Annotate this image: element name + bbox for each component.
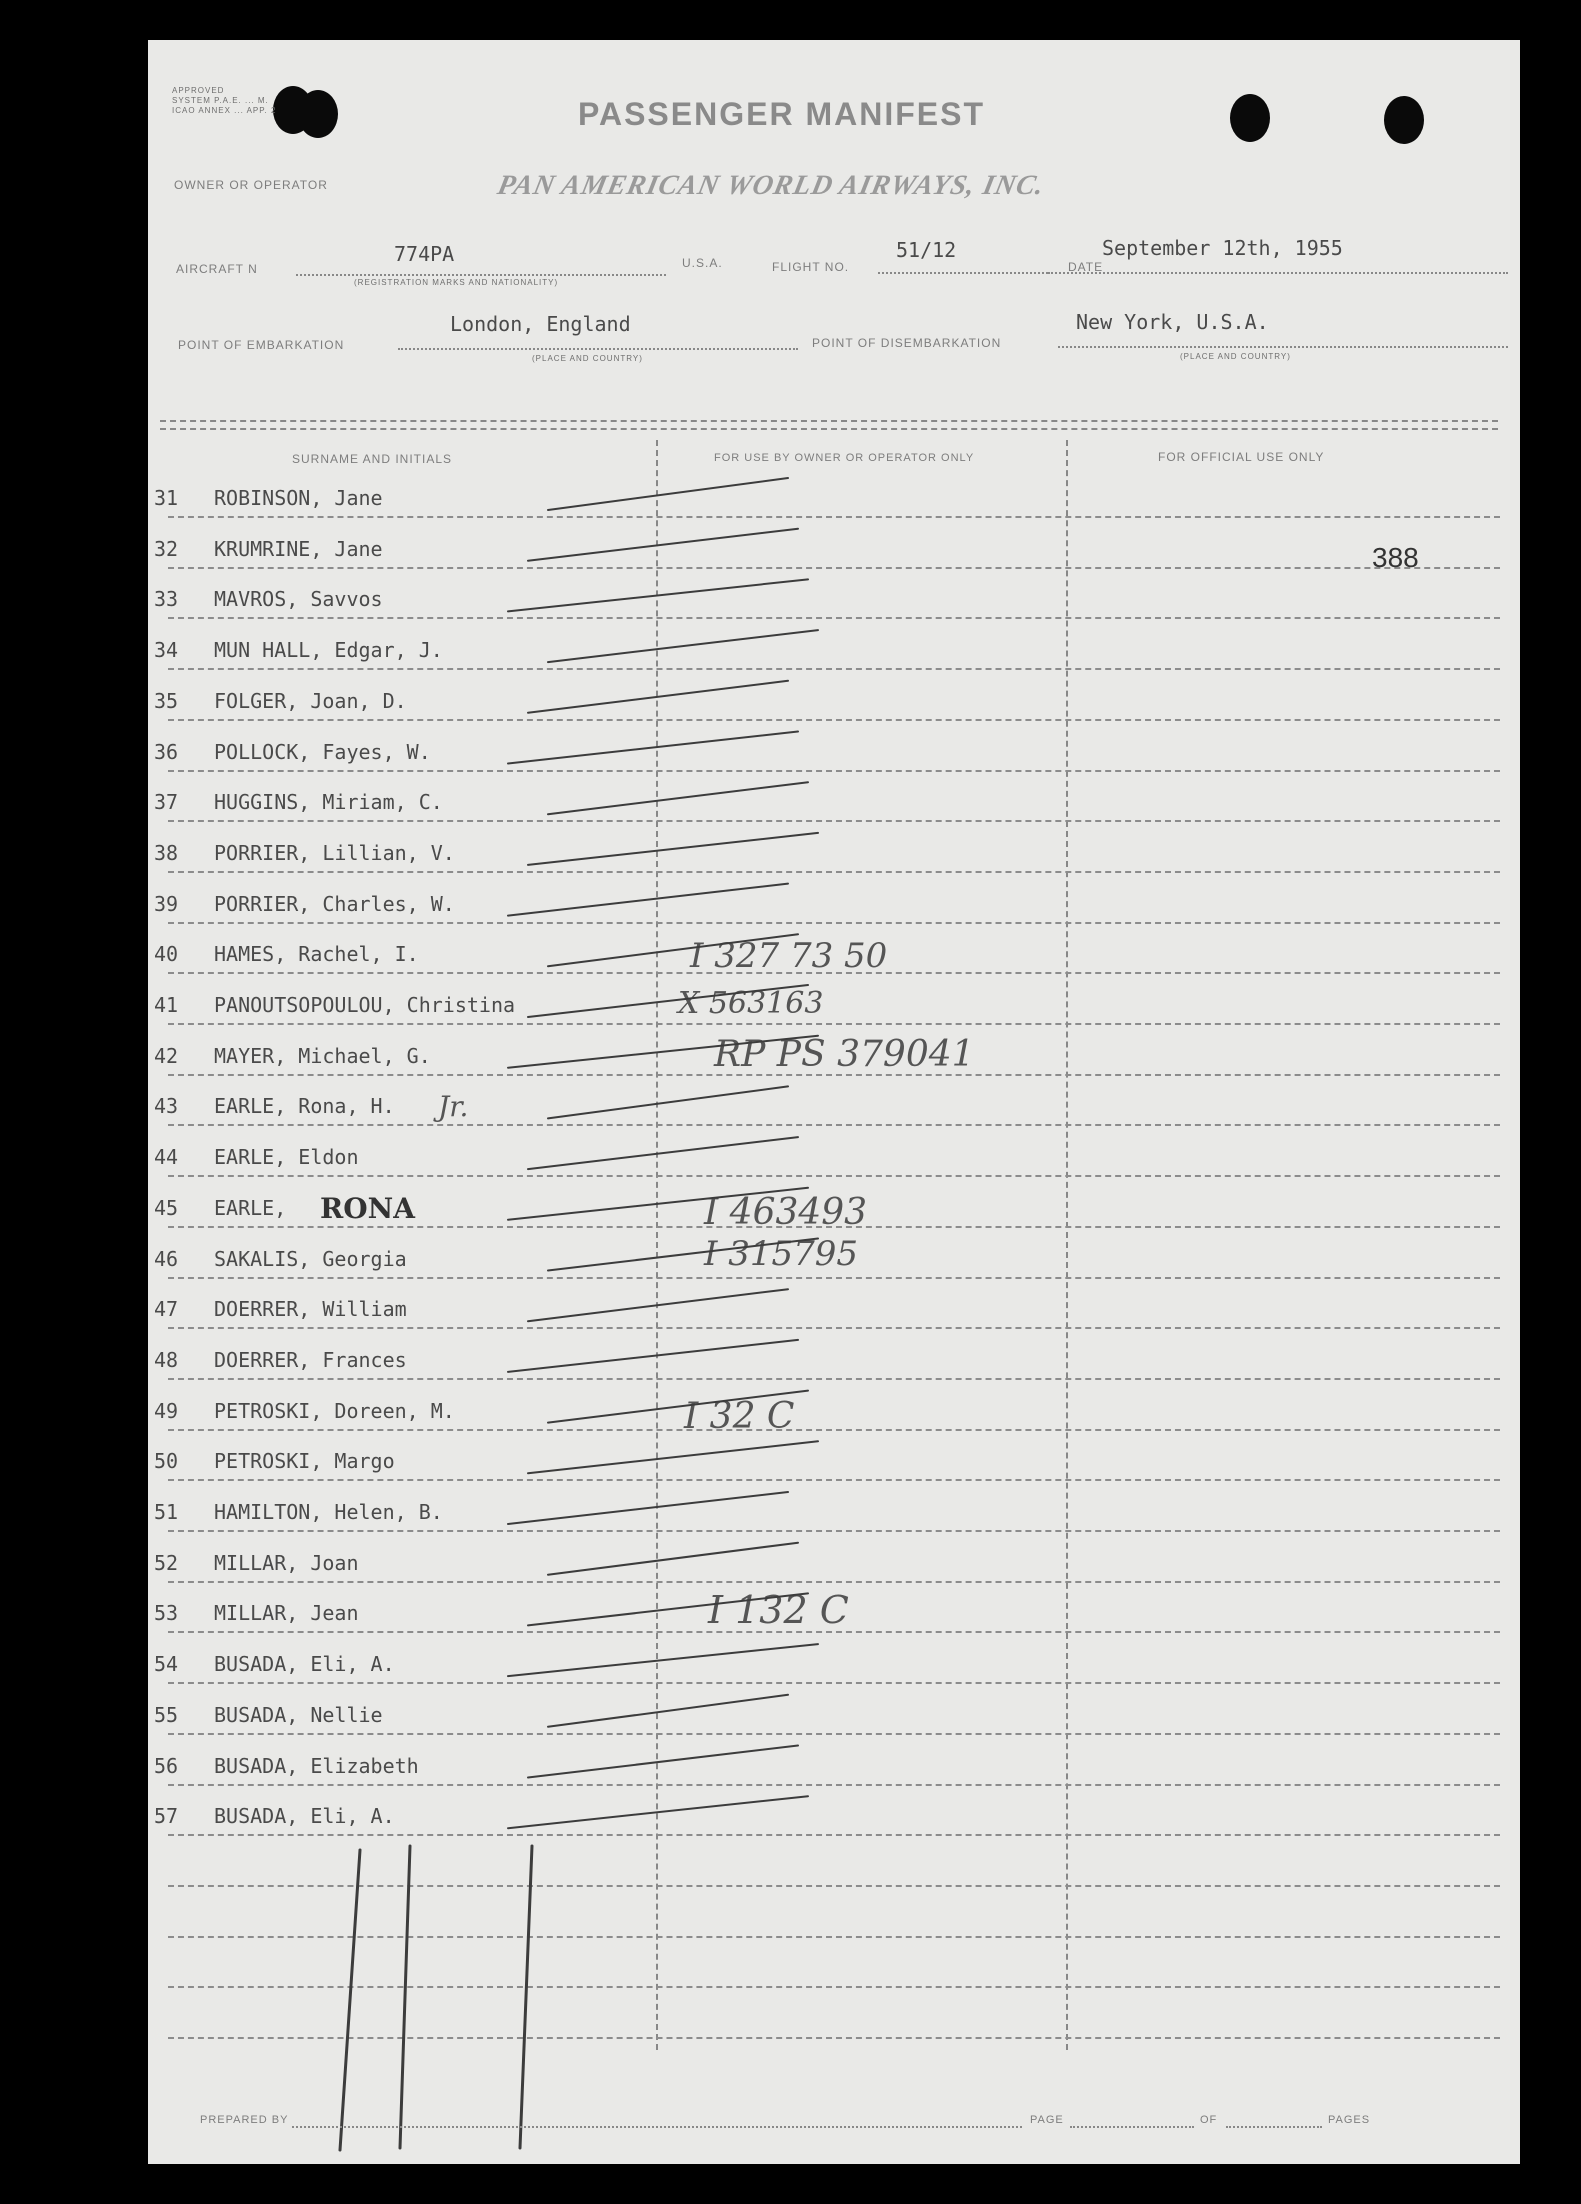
check-stroke xyxy=(528,1746,798,1778)
row-number: 43 xyxy=(154,1094,179,1119)
passenger-name: MAYER, Michael, G. xyxy=(214,1043,431,1068)
owner-note-40: I 327 73 50 xyxy=(690,936,888,976)
check-stroke xyxy=(548,782,808,814)
row-number: 51 xyxy=(154,1500,179,1524)
passenger-name: PETROSKI, Doreen, M. xyxy=(214,1398,455,1423)
official-number: 388 xyxy=(1372,542,1419,573)
passenger-name: PORRIER, Lillian, V. xyxy=(214,840,455,865)
row-number: 36 xyxy=(154,739,179,764)
handwritten-jr: Jr. xyxy=(438,1090,469,1123)
check-stroke xyxy=(528,681,788,713)
disembark-sublabel: (PLACE AND COUNTRY) xyxy=(1180,352,1291,361)
row-number: 55 xyxy=(154,1702,179,1727)
row-number: 56 xyxy=(154,1753,179,1778)
approval-line-1: APPROVED xyxy=(172,86,225,95)
column-header-owner-use: FOR USE BY OWNER OR OPERATOR ONLY xyxy=(714,452,975,464)
passenger-name: EARLE, Rona, H. xyxy=(214,1094,395,1119)
passenger-name: PORRIER, Charles, W. xyxy=(214,891,455,916)
embark-sublabel: (PLACE AND COUNTRY) xyxy=(532,354,643,363)
row-number: 35 xyxy=(154,688,179,713)
vertical-mark-2 xyxy=(400,1846,410,2148)
owner-value: PAN AMERICAN WORLD AIRWAYS, INC. xyxy=(494,170,1048,201)
check-stroke xyxy=(548,1391,808,1423)
passenger-name: BUSADA, Eli, A. xyxy=(214,1804,395,1829)
check-stroke xyxy=(548,1239,818,1271)
passenger-name: POLLOCK, Fayes, W. xyxy=(214,739,431,764)
owner-note-45: I 463493 xyxy=(704,1192,868,1233)
check-stroke xyxy=(528,1593,808,1625)
of-label: OF xyxy=(1200,2114,1218,2126)
page-line xyxy=(1070,2126,1194,2128)
column-header-name: SURNAME AND INITIALS xyxy=(292,452,453,466)
approval-line-2: SYSTEM P.A.E. ... M. xyxy=(172,96,269,105)
passenger-name: PANOUTSOPOULOU, Christina xyxy=(214,993,516,1017)
date-value: September 12th, 1955 xyxy=(1102,236,1343,260)
check-stroke xyxy=(508,732,798,764)
disembark-value: New York, U.S.A. xyxy=(1076,310,1269,334)
passenger-name: FOLGER, Joan, D. xyxy=(214,688,407,713)
date-label: DATE xyxy=(1068,260,1104,274)
row-number: 57 xyxy=(154,1804,179,1829)
aircraft-sublabel: (REGISTRATION MARKS AND NATIONALITY) xyxy=(354,278,559,287)
row-number: 47 xyxy=(154,1297,179,1322)
check-strokes xyxy=(148,40,1520,2164)
aircraft-label: AIRCRAFT N xyxy=(176,262,258,276)
check-stroke xyxy=(508,1340,798,1372)
pages-label: PAGES xyxy=(1328,2114,1371,2126)
vertical-mark-1 xyxy=(340,1850,360,2150)
owner-label: OWNER OR OPERATOR xyxy=(174,178,328,192)
approval-line-3: ICAO ANNEX ... APP. 2 xyxy=(172,106,277,115)
row-number: 49 xyxy=(154,1398,179,1423)
embark-value: London, England xyxy=(450,312,631,336)
check-stroke xyxy=(508,579,808,611)
manifest-sheet xyxy=(148,40,1520,2164)
passenger-name: MILLAR, Joan xyxy=(214,1550,359,1575)
check-stroke xyxy=(548,478,788,510)
row-number: 39 xyxy=(154,891,179,916)
row-number: 54 xyxy=(154,1652,179,1677)
check-stroke xyxy=(508,1796,808,1828)
owner-note-49: I 32 C xyxy=(684,1396,795,1437)
passenger-name: MUN HALL, Edgar, J. xyxy=(214,638,443,663)
passenger-name: EARLE, xyxy=(214,1195,287,1220)
of-line xyxy=(1226,2126,1322,2128)
passenger-name: DOERRER, William xyxy=(214,1297,407,1322)
prepared-by-line xyxy=(292,2126,1022,2128)
check-stroke xyxy=(528,1137,798,1169)
check-stroke xyxy=(528,985,808,1017)
owner-note-41: X 563163 xyxy=(678,986,824,1021)
row-number: 50 xyxy=(154,1449,179,1474)
passenger-name: HAMILTON, Helen, B. xyxy=(214,1500,443,1524)
check-stroke xyxy=(528,833,818,865)
check-stroke xyxy=(528,1289,788,1321)
flight-value: 51/12 xyxy=(896,238,957,262)
passenger-name: MAVROS, Savvos xyxy=(214,587,383,612)
row-number: 42 xyxy=(154,1043,179,1068)
owner-note-53: I 132 C xyxy=(708,1588,849,1632)
check-stroke xyxy=(548,1695,788,1727)
check-stroke xyxy=(548,1086,788,1118)
handwritten-rona: RONA xyxy=(320,1192,415,1225)
check-stroke xyxy=(528,1441,818,1473)
passenger-name: HUGGINS, Miriam, C. xyxy=(214,790,443,815)
passenger-name: HAMES, Rachel, I. xyxy=(214,942,419,967)
row-number: 41 xyxy=(154,993,179,1017)
column-header-official-use: FOR OFFICIAL USE ONLY xyxy=(1158,450,1325,464)
owner-note-42: RP PS 379041 xyxy=(714,1034,975,1075)
page-label: PAGE xyxy=(1030,2114,1064,2126)
passenger-name: PETROSKI, Margo xyxy=(214,1449,395,1474)
check-stroke xyxy=(508,1492,788,1524)
page-title: PASSENGER MANIFEST xyxy=(578,96,985,132)
passenger-name: MILLAR, Jean xyxy=(214,1601,359,1626)
disembark-label: POINT OF DISEMBARKATION xyxy=(812,336,1002,350)
check-stroke xyxy=(528,529,798,561)
embark-label: POINT OF EMBARKATION xyxy=(178,338,345,352)
row-number: 44 xyxy=(154,1145,179,1170)
row-number: 53 xyxy=(154,1601,179,1626)
check-stroke xyxy=(548,934,798,966)
check-stroke xyxy=(508,1644,818,1676)
passenger-name: KRUMRINE, Jane xyxy=(214,536,383,561)
row-number: 45 xyxy=(154,1195,179,1220)
owner-note-46: I 315795 xyxy=(704,1234,859,1274)
check-stroke xyxy=(508,884,788,916)
row-number: 46 xyxy=(154,1246,179,1271)
check-stroke xyxy=(508,1188,808,1220)
usa-label: U.S.A. xyxy=(682,256,723,270)
check-stroke xyxy=(548,1543,798,1575)
passenger-name: DOERRER, Frances xyxy=(214,1347,407,1372)
row-number: 34 xyxy=(154,638,179,663)
check-stroke xyxy=(548,630,818,662)
passenger-name: SAKALIS, Georgia xyxy=(214,1246,407,1271)
passenger-name: BUSADA, Elizabeth xyxy=(214,1753,419,1778)
passenger-name: BUSADA, Nellie xyxy=(214,1702,383,1727)
flight-label: FLIGHT NO. xyxy=(772,260,850,274)
row-number: 32 xyxy=(154,536,179,561)
passenger-name: BUSADA, Eli, A. xyxy=(214,1652,395,1677)
prepared-by-label: PREPARED BY xyxy=(200,2114,289,2126)
row-number: 33 xyxy=(154,587,179,612)
check-stroke xyxy=(508,1036,818,1068)
passenger-name: EARLE, Eldon xyxy=(214,1145,359,1170)
row-number: 52 xyxy=(154,1550,179,1575)
row-number: 40 xyxy=(154,942,179,967)
vertical-mark-3 xyxy=(520,1846,532,2148)
aircraft-value: 774PA xyxy=(394,242,455,266)
row-number: 31 xyxy=(154,486,179,510)
passenger-name: ROBINSON, Jane xyxy=(214,486,383,510)
row-number: 48 xyxy=(154,1347,179,1372)
row-number: 37 xyxy=(154,790,179,815)
row-number: 38 xyxy=(154,840,179,865)
